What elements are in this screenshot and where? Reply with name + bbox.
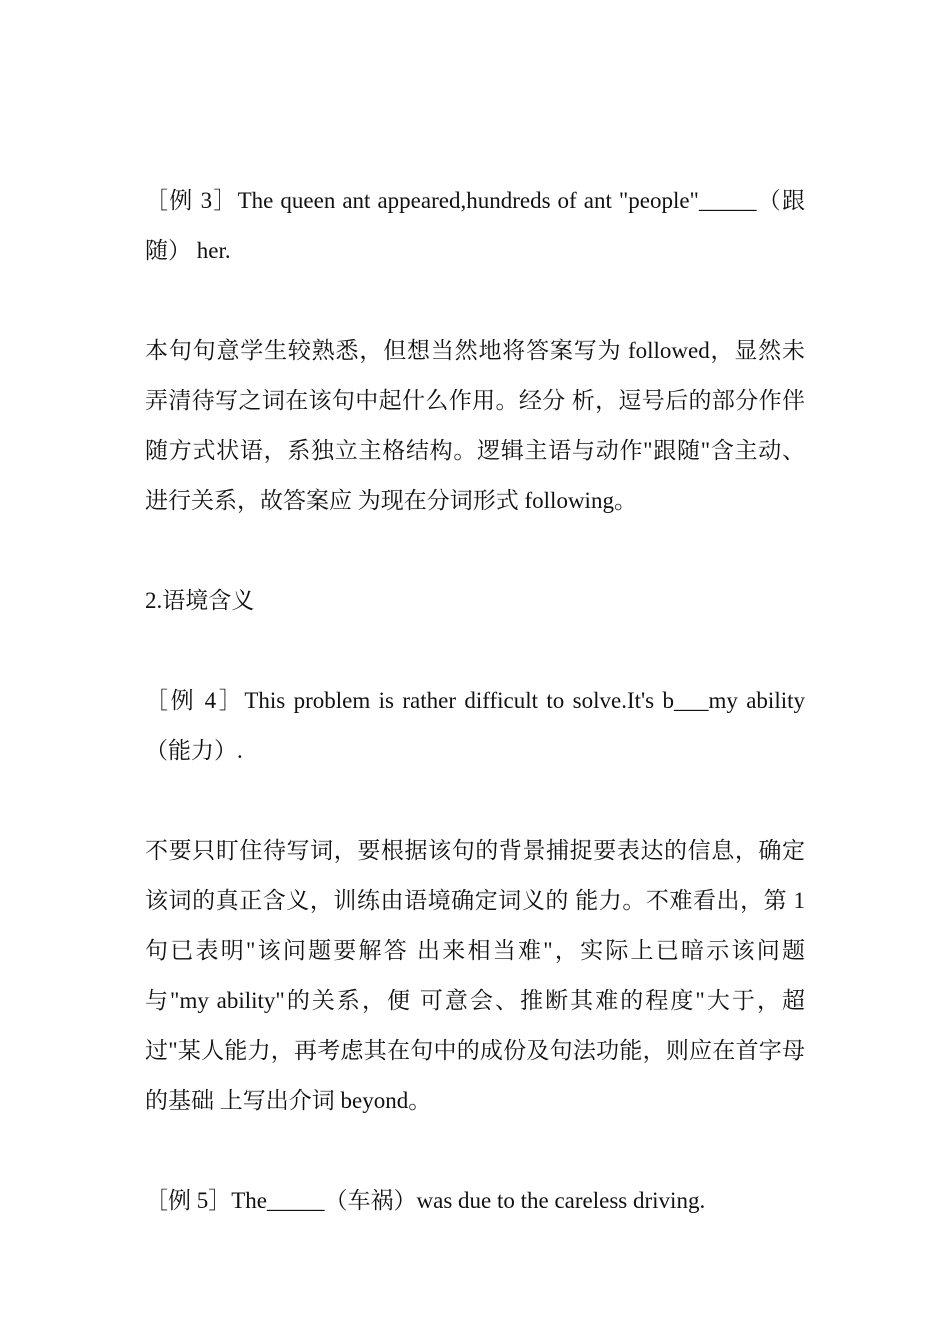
example-4-paragraph: ［例 4］This problem is rather difficult to solve.It's b___my ability （能力）.	[145, 688, 805, 763]
document-page	[145, 176, 805, 1226]
section-heading-context-meaning: 2.语境含义	[145, 588, 255, 613]
example-5-paragraph: ［例 5］The_____（车祸）was due to the careless driving.	[145, 1188, 706, 1213]
example-3-paragraph: ［例 3］The queen ant appeared,hundreds of ant "people"_____（跟随） her.	[145, 188, 805, 263]
example-4-explanation: 不要只盯住待写词，要根据该句的背景捕捉要表达的信息，确定该词的真正含义，训练由语境确定词义的 能力。不难看出，第 1 句已表明"该问题要解答 出来相当难"，实际上已暗示该问题与"my ability"的关系，便 可意会、推断其难的程度"大于，超过"某人能力，再考虑其在句中的成份及句法功能，则应在首字母的基础 上写出介词 beyond。	[145, 838, 805, 1113]
example-3-explanation: 本句句意学生较熟悉，但想当然地将答案写为 followed，显然未弄清待写之词在该句中起什么作用。经分 析，逗号后的部分作伴随方式状语，系独立主格结构。逻辑主语与动作"跟随"含主动、进行关系，故答案应 为现在分词形式 following。	[145, 338, 805, 513]
